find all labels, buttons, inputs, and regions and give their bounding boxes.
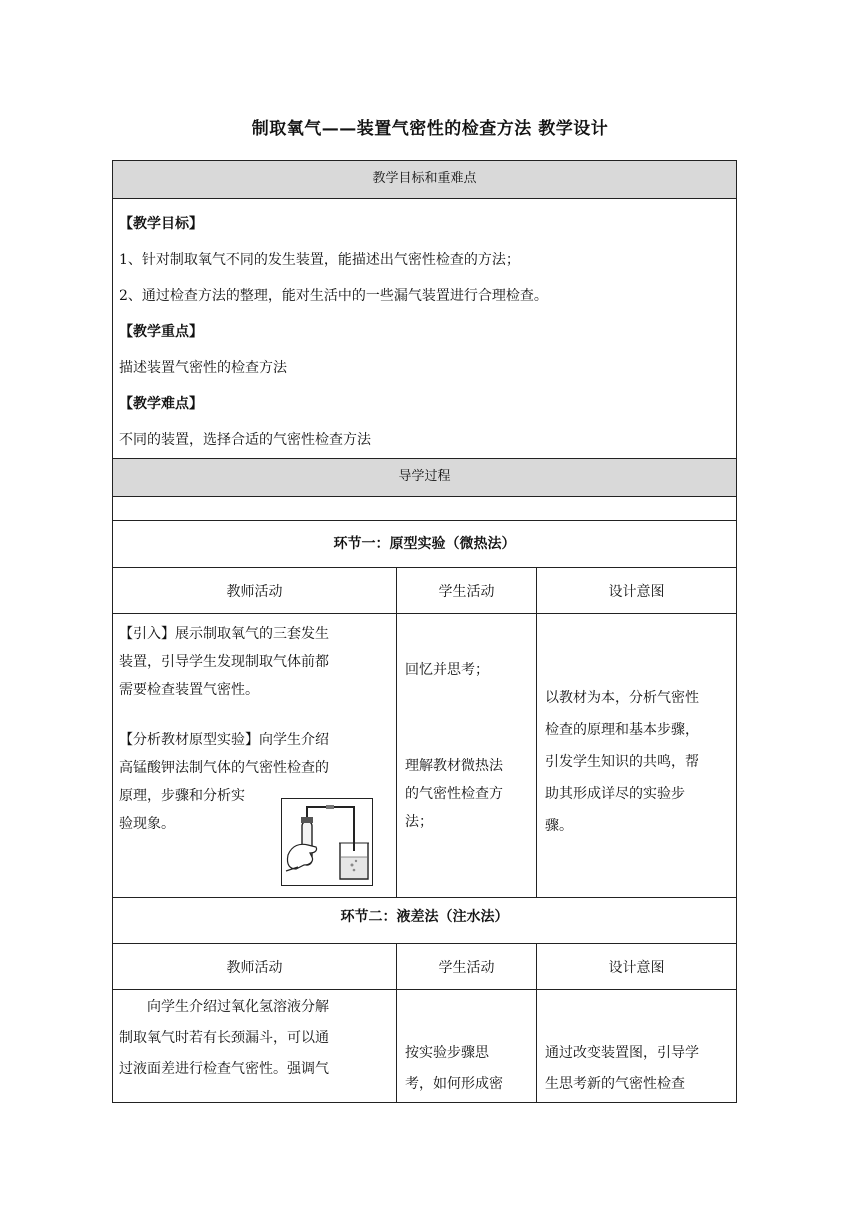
stage1-title: 环节一：原型实验（微热法） [333, 536, 516, 552]
text-line: 助其形成详尽的实验步 [545, 786, 685, 802]
stage2-design-cell [537, 990, 736, 1102]
empty-row [113, 497, 736, 521]
text-line: 装置，引导学生发现制取气体前都 [119, 654, 329, 670]
text-line: 法； [405, 814, 433, 830]
stage2-col-teacher: 教师活动 [113, 944, 397, 989]
stage2-col-design: 设计意图 [608, 960, 665, 976]
process-header: 导学过程 [398, 469, 451, 484]
objective-1: 1、针对制取氧气不同的发生装置，能描述出气密性检查的方法； [119, 252, 520, 268]
text-line: 的气密性检查方 [405, 786, 503, 802]
stage2-teacher-text [119, 992, 329, 1085]
text-line: 通过改变装置图，引导学 [545, 1045, 699, 1061]
text-line: 向学生介绍过氧化氢溶液分解 [147, 999, 329, 1015]
stage2-student-cell [397, 990, 537, 1102]
stage2-student-text [405, 1038, 503, 1100]
text-line: 验现象。 [119, 816, 175, 832]
test-tube-apparatus-icon [282, 799, 372, 885]
key-point: 描述装置气密性的检查方法 [119, 360, 287, 376]
objective-2: 2、通过检查方法的整理，能对生活中的一些漏气装置进行合理检查。 [119, 288, 548, 304]
stage1-col-design: 设计意图 [608, 584, 665, 600]
stage1-design-cell [537, 614, 736, 897]
text-line: 【分析教材原型实验】向学生介绍 [119, 732, 329, 748]
stage1-teacher-intro [119, 620, 329, 704]
stage1-content-row [113, 614, 736, 898]
stage2-teacher-cell [113, 990, 397, 1102]
text-line: 以教材为本，分析气密性 [545, 690, 699, 706]
text-line: 需要检查装置气密性。 [119, 682, 259, 698]
goals-header-band [113, 161, 736, 199]
stage2-header-row [113, 944, 736, 990]
text-line: 骤。 [545, 818, 573, 834]
stage1-design-text [545, 682, 699, 842]
objectives-block [113, 199, 736, 459]
stage1-title-row [113, 521, 736, 568]
stage1-student-recall: 回忆并思考； [405, 662, 489, 678]
stage2-content-row [113, 990, 736, 1102]
stage1-student-understand [405, 752, 503, 836]
stage2-title-row [113, 898, 736, 944]
difficulty: 不同的装置，选择合适的气密性检查方法 [119, 432, 371, 448]
text-line: 理解教材微热法 [405, 758, 503, 774]
text-line: 考，如何形成密 [405, 1076, 503, 1092]
lesson-plan-table [112, 160, 737, 1103]
text-line: 原理，步骤和分析实 [119, 788, 245, 804]
difficulty-heading: 【教学难点】 [119, 396, 203, 412]
stage1-col-student: 学生活动 [397, 568, 537, 613]
stage2-col-student: 学生活动 [397, 944, 537, 989]
objectives-heading: 【教学目标】 [119, 216, 203, 232]
stage1-teacher-cell [113, 614, 397, 897]
text-line: 高锰酸钾法制气体的气密性检查的 [119, 760, 329, 776]
stage1-header-row [113, 568, 736, 614]
test-tube-apparatus-image [281, 798, 373, 886]
text-line: 【引入】展示制取氧气的三套发生 [119, 626, 329, 642]
goals-header: 教学目标和重难点 [372, 171, 477, 186]
text-line: 制取氧气时若有长颈漏斗，可以通 [119, 1030, 329, 1046]
stage2-title: 环节二：液差法（注水法） [340, 909, 509, 925]
text-line: 按实验步骤思 [405, 1045, 489, 1061]
stage1-col-teacher: 教师活动 [113, 568, 397, 613]
key-heading: 【教学重点】 [119, 324, 203, 340]
document-title: 制取氧气——装置气密性的检查方法 教学设计 [251, 119, 609, 139]
text-line: 过液面差进行检查气密性。强调气 [119, 1061, 329, 1077]
process-header-band [113, 459, 736, 497]
stage2-design-text [545, 1038, 699, 1100]
stage1-student-cell [397, 614, 537, 897]
text-line: 检查的原理和基本步骤， [545, 722, 699, 738]
text-line: 引发学生知识的共鸣，帮 [545, 754, 699, 770]
text-line: 生思考新的气密性检查 [545, 1076, 685, 1092]
